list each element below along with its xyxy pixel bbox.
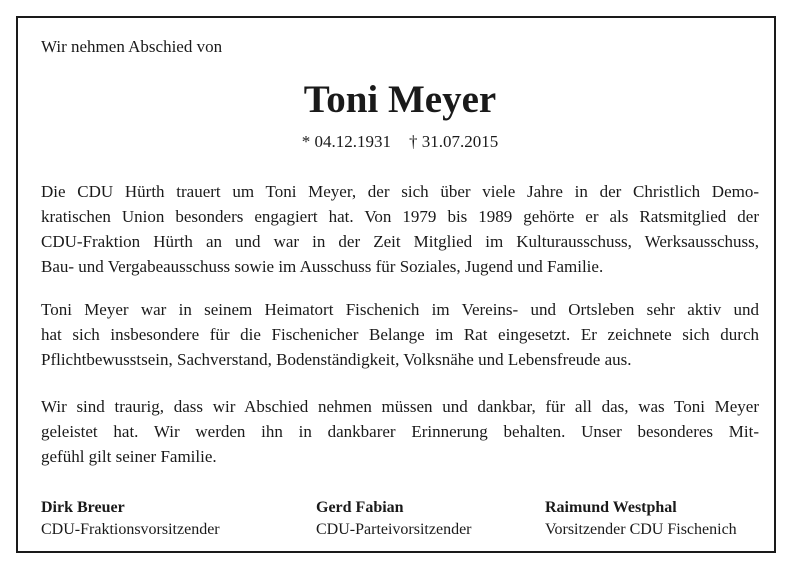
signatory-role: Vorsitzender CDU Fischenich: [545, 521, 737, 538]
paragraph-tribute: [41, 179, 759, 279]
paragraph-line: Die CDU Hürth trauert um Toni Meyer, der sich über viele Jahre in der Christlich Demo-: [41, 182, 759, 201]
signatory-name: Raimund Westphal: [545, 499, 677, 516]
paragraph-line: hat sich insbesondere für die Fischenicher Belange im Rat eingesetzt. Er zeichnete sich durch: [41, 325, 759, 344]
birth-date: * 04.12.1931: [301, 132, 391, 151]
paragraph-line: geleistet hat. Wir werden ihn in dankbarer Erinnerung behalten. Unser besonderes Mit-: [41, 422, 759, 441]
death-date: † 31.07.2015: [409, 132, 499, 151]
paragraph-line: Wir sind traurig, dass wir Abschied nehmen müssen und dankbar, für all das, was Toni Meyer: [41, 397, 759, 416]
signatory-1: [41, 497, 220, 541]
paragraph-line: Toni Meyer war in seinem Heimatort Fischenich im Vereins- und Ortsleben sehr aktiv und: [41, 300, 759, 319]
signatory-2: [316, 497, 472, 541]
signatory-name: Dirk Breuer: [41, 499, 125, 516]
paragraph-line: Pflichtbewusstsein, Sachverstand, Bodenständigkeit, Volksnähe und Lebensfreude aus.: [41, 350, 632, 369]
signatory-role: CDU-Parteivorsitzender: [316, 521, 472, 538]
signatory-name: Gerd Fabian: [316, 499, 404, 516]
signatory-3: [545, 497, 737, 541]
paragraph-line: kratischen Union besonders engagiert hat. Von 1979 bis 1989 gehörte er als Ratsmitglied der: [41, 207, 759, 226]
life-dates: [0, 131, 800, 153]
paragraph-line: Bau- und Vergabeausschuss sowie im Ausschuss für Soziales, Jugend und Familie.: [41, 257, 604, 276]
intro-text: Wir nehmen Abschied von: [41, 37, 223, 56]
paragraph-line: CDU-Fraktion Hürth an und war in der Zeit Mitglied im Kulturausschuss, Werksausschuss,: [41, 232, 759, 251]
paragraph-line: gefühl gilt seiner Familie.: [41, 447, 217, 466]
paragraph-condolence: [41, 394, 759, 469]
signatory-role: CDU-Fraktionsvorsitzender: [41, 521, 220, 538]
paragraph-community: [41, 297, 759, 372]
deceased-name: Toni Meyer: [303, 78, 497, 121]
